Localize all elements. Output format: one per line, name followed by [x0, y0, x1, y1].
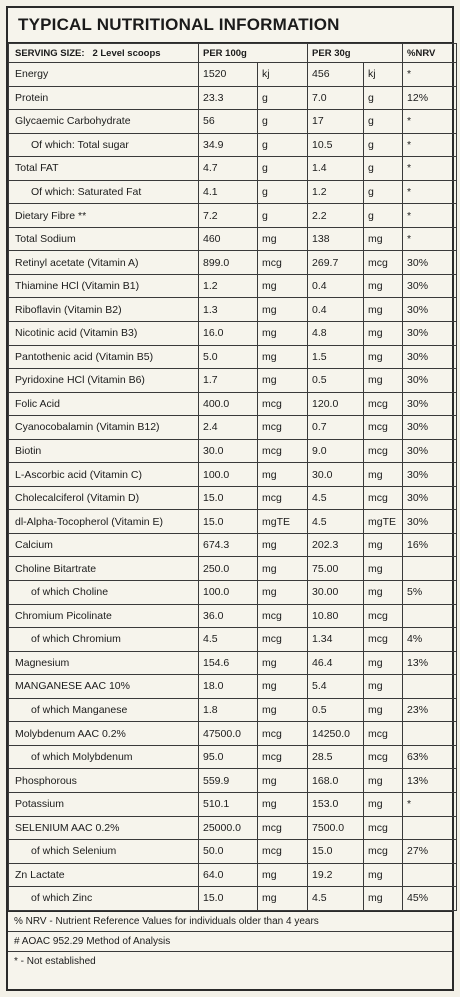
nutrient-name: of which Zinc	[9, 887, 199, 911]
value-per-30g: 2.2	[308, 204, 364, 228]
nrv-value: 30%	[403, 369, 457, 393]
unit-per-30g: mg	[364, 298, 403, 322]
unit-per-100g: mcg	[258, 392, 308, 416]
value-per-30g: 9.0	[308, 439, 364, 463]
nutrient-name: Cyanocobalamin (Vitamin B12)	[9, 416, 199, 440]
value-per-30g: 7.0	[308, 86, 364, 110]
unit-per-100g: g	[258, 157, 308, 181]
nutrient-name: Retinyl acetate (Vitamin A)	[9, 251, 199, 275]
unit-per-30g: mg	[364, 887, 403, 911]
nutrient-name: Choline Bitartrate	[9, 557, 199, 581]
unit-per-100g: mcg	[258, 722, 308, 746]
table-row	[9, 792, 457, 816]
value-per-100g: 4.7	[199, 157, 258, 181]
unit-per-30g: g	[364, 157, 403, 181]
value-per-30g: 0.5	[308, 698, 364, 722]
unit-per-100g: mcg	[258, 439, 308, 463]
serving-size-value: 2 Level scoops	[92, 47, 161, 59]
table-header-row	[9, 44, 457, 63]
value-per-100g: 25000.0	[199, 816, 258, 840]
value-per-30g: 4.8	[308, 322, 364, 346]
unit-per-30g: mg	[364, 533, 403, 557]
unit-per-30g: mcg	[364, 816, 403, 840]
table-row	[9, 392, 457, 416]
table-row	[9, 698, 457, 722]
value-per-30g: 153.0	[308, 792, 364, 816]
unit-per-100g: mg	[258, 369, 308, 393]
nrv-value: 13%	[403, 769, 457, 793]
nrv-header: %NRV	[403, 44, 457, 63]
value-per-30g: 4.5	[308, 887, 364, 911]
nrv-value: *	[403, 157, 457, 181]
value-per-30g: 202.3	[308, 533, 364, 557]
unit-per-30g: mg	[364, 792, 403, 816]
value-per-30g: 1.5	[308, 345, 364, 369]
unit-per-30g: mg	[364, 651, 403, 675]
unit-per-30g: mg	[364, 769, 403, 793]
value-per-100g: 510.1	[199, 792, 258, 816]
value-per-30g: 75.00	[308, 557, 364, 581]
nrv-value: 63%	[403, 745, 457, 769]
value-per-100g: 30.0	[199, 439, 258, 463]
table-row	[9, 133, 457, 157]
nrv-value: 5%	[403, 581, 457, 605]
value-per-30g: 30.00	[308, 581, 364, 605]
nrv-value: *	[403, 63, 457, 87]
serving-size-cell	[9, 44, 199, 63]
unit-per-100g: mcg	[258, 840, 308, 864]
nutrient-name: MANGANESE AAC 10%	[9, 675, 199, 699]
nrv-value: 13%	[403, 651, 457, 675]
nrv-value: 16%	[403, 533, 457, 557]
unit-per-30g: mcg	[364, 840, 403, 864]
unit-per-100g: g	[258, 110, 308, 134]
value-per-30g: 4.5	[308, 486, 364, 510]
unit-per-30g: mg	[364, 322, 403, 346]
nutrient-name: Total FAT	[9, 157, 199, 181]
nutrient-name: Dietary Fibre **	[9, 204, 199, 228]
value-per-100g: 15.0	[199, 510, 258, 534]
value-per-30g: 10.80	[308, 604, 364, 628]
value-per-30g: 46.4	[308, 651, 364, 675]
table-row	[9, 675, 457, 699]
value-per-100g: 100.0	[199, 463, 258, 487]
value-per-100g: 559.9	[199, 769, 258, 793]
unit-per-30g: g	[364, 110, 403, 134]
unit-per-100g: mg	[258, 227, 308, 251]
unit-per-100g: g	[258, 204, 308, 228]
nutrient-name: of which Chromium	[9, 628, 199, 652]
footer-nrv-note: % NRV - Nutrient Reference Values for individuals older than 4 years	[8, 911, 452, 931]
unit-per-100g: g	[258, 86, 308, 110]
value-per-30g: 15.0	[308, 840, 364, 864]
nutrient-name: Potassium	[9, 792, 199, 816]
value-per-100g: 50.0	[199, 840, 258, 864]
value-per-100g: 1.8	[199, 698, 258, 722]
table-row	[9, 486, 457, 510]
nrv-value: *	[403, 110, 457, 134]
unit-per-30g: mg	[364, 698, 403, 722]
table-row	[9, 745, 457, 769]
nrv-value: 23%	[403, 698, 457, 722]
unit-per-30g: mg	[364, 675, 403, 699]
nrv-value	[403, 557, 457, 581]
unit-per-30g: mcg	[364, 722, 403, 746]
nrv-value: 30%	[403, 251, 457, 275]
unit-per-100g: mg	[258, 345, 308, 369]
unit-per-100g: mcg	[258, 604, 308, 628]
nutrient-name: Glycaemic Carbohydrate	[9, 110, 199, 134]
unit-per-100g: mg	[258, 863, 308, 887]
unit-per-100g: mg	[258, 698, 308, 722]
value-per-100g: 2.4	[199, 416, 258, 440]
nrv-value: 45%	[403, 887, 457, 911]
per-100g-header: PER 100g	[199, 44, 308, 63]
unit-per-30g: mg	[364, 369, 403, 393]
unit-per-30g: mcg	[364, 439, 403, 463]
unit-per-100g: mg	[258, 274, 308, 298]
unit-per-100g: mg	[258, 675, 308, 699]
nutrient-name: Pyridoxine HCl (Vitamin B6)	[9, 369, 199, 393]
value-per-100g: 23.3	[199, 86, 258, 110]
table-row	[9, 180, 457, 204]
unit-per-30g: g	[364, 133, 403, 157]
nutrient-name: Riboflavin (Vitamin B2)	[9, 298, 199, 322]
table-row	[9, 251, 457, 275]
table-row	[9, 369, 457, 393]
nutrient-name: Pantothenic acid (Vitamin B5)	[9, 345, 199, 369]
value-per-30g: 5.4	[308, 675, 364, 699]
nrv-value: 12%	[403, 86, 457, 110]
table-row	[9, 322, 457, 346]
nutrient-name: Of which: Total sugar	[9, 133, 199, 157]
table-row	[9, 557, 457, 581]
table-row	[9, 298, 457, 322]
value-per-30g: 0.4	[308, 298, 364, 322]
nutrient-name: Of which: Saturated Fat	[9, 180, 199, 204]
value-per-100g: 7.2	[199, 204, 258, 228]
value-per-100g: 4.5	[199, 628, 258, 652]
nrv-value: *	[403, 227, 457, 251]
nutrient-name: Protein	[9, 86, 199, 110]
value-per-100g: 36.0	[199, 604, 258, 628]
unit-per-30g: g	[364, 86, 403, 110]
table-row	[9, 439, 457, 463]
per-30g-header: PER 30g	[308, 44, 403, 63]
unit-per-30g: mcg	[364, 628, 403, 652]
nrv-value: 30%	[403, 298, 457, 322]
value-per-30g: 1.4	[308, 157, 364, 181]
unit-per-100g: kj	[258, 63, 308, 87]
nrv-value: 30%	[403, 463, 457, 487]
unit-per-100g: mcg	[258, 745, 308, 769]
nutrient-name: of which Selenium	[9, 840, 199, 864]
value-per-30g: 1.34	[308, 628, 364, 652]
table-row	[9, 510, 457, 534]
table-row	[9, 840, 457, 864]
nutrient-name: Calcium	[9, 533, 199, 557]
table-row	[9, 533, 457, 557]
unit-per-30g: mg	[364, 581, 403, 605]
value-per-100g: 1.7	[199, 369, 258, 393]
unit-per-100g: mg	[258, 792, 308, 816]
nrv-value: 30%	[403, 486, 457, 510]
value-per-30g: 17	[308, 110, 364, 134]
nutrient-name: L-Ascorbic acid (Vitamin C)	[9, 463, 199, 487]
unit-per-100g: mg	[258, 557, 308, 581]
value-per-30g: 456	[308, 63, 364, 87]
table-row	[9, 157, 457, 181]
value-per-100g: 15.0	[199, 887, 258, 911]
nrv-value: 4%	[403, 628, 457, 652]
table-row	[9, 416, 457, 440]
nrv-value: *	[403, 204, 457, 228]
nrv-value	[403, 816, 457, 840]
unit-per-100g: mg	[258, 298, 308, 322]
nutrient-name: of which Manganese	[9, 698, 199, 722]
value-per-100g: 1.3	[199, 298, 258, 322]
value-per-100g: 1520	[199, 63, 258, 87]
nrv-value	[403, 722, 457, 746]
unit-per-100g: mgTE	[258, 510, 308, 534]
table-row	[9, 581, 457, 605]
unit-per-100g: mg	[258, 887, 308, 911]
table-row	[9, 274, 457, 298]
table-row	[9, 863, 457, 887]
nutrient-name: dl-Alpha-Tocopherol (Vitamin E)	[9, 510, 199, 534]
nrv-value	[403, 863, 457, 887]
nrv-value: 30%	[403, 439, 457, 463]
nrv-value: 30%	[403, 416, 457, 440]
value-per-100g: 400.0	[199, 392, 258, 416]
unit-per-30g: mg	[364, 227, 403, 251]
footer-asterisk-note: * - Not established	[8, 951, 452, 971]
value-per-100g: 154.6	[199, 651, 258, 675]
value-per-100g: 47500.0	[199, 722, 258, 746]
nutrient-name: Folic Acid	[9, 392, 199, 416]
nrv-value: 30%	[403, 510, 457, 534]
unit-per-100g: mg	[258, 769, 308, 793]
unit-per-30g: mg	[364, 463, 403, 487]
unit-per-100g: mg	[258, 651, 308, 675]
value-per-30g: 0.5	[308, 369, 364, 393]
value-per-100g: 18.0	[199, 675, 258, 699]
unit-per-30g: mcg	[364, 392, 403, 416]
label-title: TYPICAL NUTRITIONAL INFORMATION	[8, 8, 452, 43]
nutrient-name: SELENIUM AAC 0.2%	[9, 816, 199, 840]
table-row	[9, 722, 457, 746]
nutrition-label	[6, 6, 454, 991]
unit-per-100g: mcg	[258, 628, 308, 652]
unit-per-30g: mcg	[364, 251, 403, 275]
value-per-30g: 7500.0	[308, 816, 364, 840]
nutrient-name: Biotin	[9, 439, 199, 463]
table-row	[9, 769, 457, 793]
footer-method-note: # AOAC 952.29 Method of Analysis	[8, 931, 452, 951]
value-per-100g: 100.0	[199, 581, 258, 605]
value-per-30g: 14250.0	[308, 722, 364, 746]
value-per-100g: 64.0	[199, 863, 258, 887]
nutrient-name: Energy	[9, 63, 199, 87]
nutrient-name: of which Choline	[9, 581, 199, 605]
nrv-value: 30%	[403, 392, 457, 416]
value-per-100g: 5.0	[199, 345, 258, 369]
nutrient-name: Molybdenum AAC 0.2%	[9, 722, 199, 746]
table-row	[9, 345, 457, 369]
unit-per-100g: g	[258, 133, 308, 157]
table-row	[9, 227, 457, 251]
value-per-30g: 120.0	[308, 392, 364, 416]
unit-per-30g: mcg	[364, 745, 403, 769]
table-row	[9, 63, 457, 87]
unit-per-100g: mcg	[258, 486, 308, 510]
unit-per-30g: g	[364, 204, 403, 228]
unit-per-100g: mg	[258, 533, 308, 557]
table-row	[9, 110, 457, 134]
value-per-100g: 34.9	[199, 133, 258, 157]
unit-per-30g: mcg	[364, 486, 403, 510]
value-per-30g: 30.0	[308, 463, 364, 487]
unit-per-30g: kj	[364, 63, 403, 87]
value-per-30g: 10.5	[308, 133, 364, 157]
nutrient-name: Nicotinic acid (Vitamin B3)	[9, 322, 199, 346]
value-per-30g: 168.0	[308, 769, 364, 793]
value-per-30g: 0.7	[308, 416, 364, 440]
value-per-100g: 250.0	[199, 557, 258, 581]
unit-per-30g: mg	[364, 345, 403, 369]
nrv-value: *	[403, 180, 457, 204]
nrv-value: 30%	[403, 345, 457, 369]
unit-per-100g: mg	[258, 581, 308, 605]
table-row	[9, 651, 457, 675]
unit-per-30g: mcg	[364, 416, 403, 440]
nutrient-name: of which Molybdenum	[9, 745, 199, 769]
value-per-100g: 95.0	[199, 745, 258, 769]
value-per-30g: 269.7	[308, 251, 364, 275]
table-row	[9, 628, 457, 652]
unit-per-100g: mcg	[258, 251, 308, 275]
value-per-100g: 16.0	[199, 322, 258, 346]
nrv-value	[403, 604, 457, 628]
value-per-30g: 138	[308, 227, 364, 251]
value-per-30g: 1.2	[308, 180, 364, 204]
nrv-value: 30%	[403, 322, 457, 346]
serving-size-label: SERVING SIZE:	[15, 47, 85, 59]
nrv-value: *	[403, 792, 457, 816]
nutrient-name: Phosphorous	[9, 769, 199, 793]
value-per-30g: 0.4	[308, 274, 364, 298]
table-row	[9, 816, 457, 840]
nrv-value: 30%	[403, 274, 457, 298]
unit-per-30g: mcg	[364, 604, 403, 628]
nutrient-name: Chromium Picolinate	[9, 604, 199, 628]
value-per-100g: 4.1	[199, 180, 258, 204]
value-per-100g: 1.2	[199, 274, 258, 298]
unit-per-100g: mg	[258, 463, 308, 487]
unit-per-100g: mg	[258, 322, 308, 346]
nutrient-name: Thiamine HCl (Vitamin B1)	[9, 274, 199, 298]
unit-per-100g: mcg	[258, 416, 308, 440]
value-per-100g: 460	[199, 227, 258, 251]
nutrient-name: Cholecalciferol (Vitamin D)	[9, 486, 199, 510]
unit-per-30g: mg	[364, 274, 403, 298]
table-row	[9, 604, 457, 628]
nutrient-name: Total Sodium	[9, 227, 199, 251]
value-per-100g: 899.0	[199, 251, 258, 275]
nrv-value	[403, 675, 457, 699]
unit-per-30g: mg	[364, 863, 403, 887]
unit-per-100g: mcg	[258, 816, 308, 840]
table-row	[9, 204, 457, 228]
unit-per-100g: g	[258, 180, 308, 204]
unit-per-30g: g	[364, 180, 403, 204]
value-per-30g: 4.5	[308, 510, 364, 534]
value-per-30g: 28.5	[308, 745, 364, 769]
value-per-30g: 19.2	[308, 863, 364, 887]
value-per-100g: 674.3	[199, 533, 258, 557]
table-row	[9, 86, 457, 110]
nrv-value: *	[403, 133, 457, 157]
nrv-value: 27%	[403, 840, 457, 864]
nutrient-name: Zn Lactate	[9, 863, 199, 887]
value-per-100g: 15.0	[199, 486, 258, 510]
table-row	[9, 463, 457, 487]
unit-per-30g: mgTE	[364, 510, 403, 534]
unit-per-30g: mg	[364, 557, 403, 581]
nutrient-name: Magnesium	[9, 651, 199, 675]
value-per-100g: 56	[199, 110, 258, 134]
table-row	[9, 887, 457, 911]
nutrition-table	[8, 43, 457, 911]
